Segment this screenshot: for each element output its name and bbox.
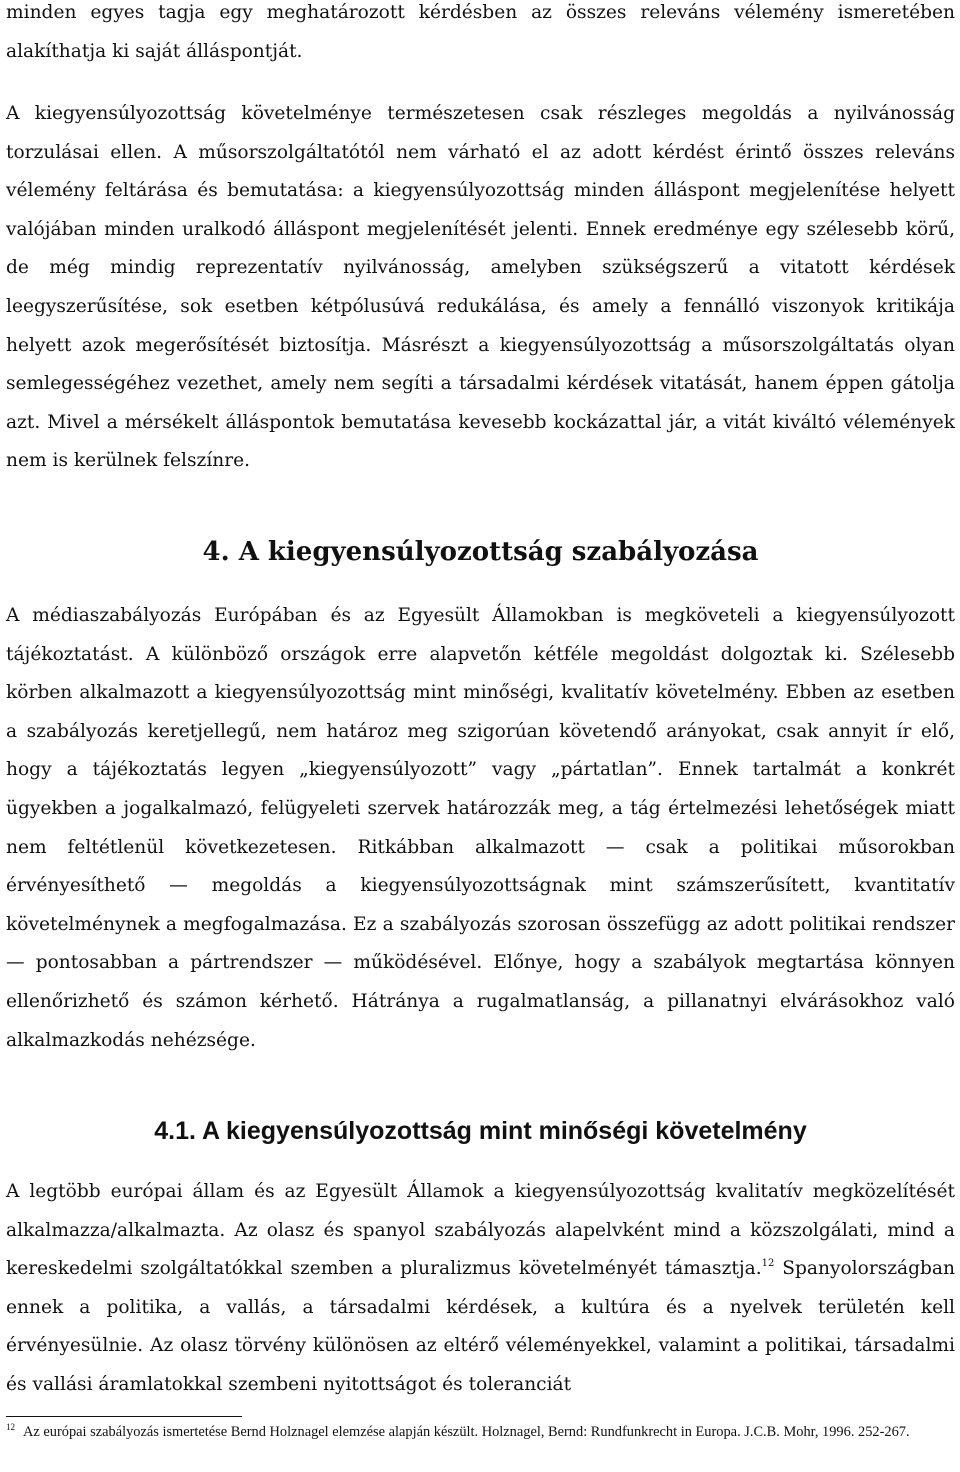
paragraph-2: A kiegyensúlyozottság követelménye természetesen csak részleges megoldás a nyilvánosság torzulásai ellen. A műsorszolgáltatótól nem várható el az adott kérdést érintő összes releváns vélemény feltárása és bemutatása: a kiegyensúlyozottság minden álláspont megjelenítése helyett valójában minden uralkodó álláspont megjelenítését jelenti. Ennek eredménye egy szélesebb körű, de még mindig reprezentatív nyilvánosság, amelyben szükségszerű a vitatott kérdések leegyszerűsítése, sok esetben kétpólusúvá redukálása, és amely a fennálló viszonyok kritikája helyett azok megerősítését biztosítja. Másrészt a kiegyensúlyozottság a műsorszolgáltatás olyan semlegességéhez vezethet, amely nem segíti a társadalmi kérdések vitatását, hanem éppen gátolja azt. Mivel a mérsékelt álláspontok bemutatása kevesebb kockázattal jár, a vitát kiváltó vélemények nem is kerülnek felszínre. (6, 103, 955, 472)
section-heading-4-1: 4.1. A kiegyensúlyozottság mint minőségi követelmény (154, 1117, 807, 1145)
footnote-text: Az európai szabályozás ismertetése Bernd Holznagel elemzése alapján készült. Holznagel, Bernd: Rundfunkrecht in Europa. J.C.B. Mohr, 1996. 252-267. (23, 1424, 910, 1440)
footnote-separator (6, 1416, 242, 1417)
paragraph-4-text-start: A legtöbb európai állam és az Egyesült Államok a kiegyensúlyozottság kvalitatív megközelítését alkalmazza/alkalmazta. Az olasz és spanyol szabályozás alapelvként mind a közszolgálati, mind a kereskedelmi szolgáltatókkal szemben a pluralizmus követelményét támasztja. (6, 1181, 955, 1280)
paragraph-4 (6, 1173, 955, 1405)
section-heading-4: 4. A kiegyensúlyozottság szabályozása (202, 537, 759, 567)
footnote-number: 12 (6, 1422, 15, 1432)
footnote (6, 1421, 955, 1443)
paragraph-3: A médiaszabályozás Európában és az Egyesült Államokban is megköveteli a kiegyensúlyozott tájékoztatást. A különböző országok erre alapvetőn kétféle megoldást dolgoztak ki. Szélesebb körben alkalmazott a kiegyensúlyozottság mint minőségi, kvalitatív követelmény. Ebben az esetben a szabályozás keretjellegű, nem határoz meg szigorúan követendő arányokat, csak annyit ír elő, hogy a tájékoztatás legyen „kiegyensúlyozott” vagy „pártatlan”. Ennek tartalmát a konkrét ügyekben a jogalkalmazó, felügyeleti szervek határozzák meg, a tág értelmezési lehetőségek miatt nem feltétlenül következetesen. Ritkábban alkalmazott — csak a politikai műsorokban érvényesíthető — megoldás a kiegyensúlyozottságnak mint számszerűsített, kvantitatív követelménynek a megfogalmazása. Ez a szabályozás szorosan összefügg az adott politikai rendszer — pontosabban a pártrendszer — működésével. Előnye, hogy a szabályok megtartása könnyen ellenőrizhető és számon kérhető. Hátránya a rugalmatlanság, a pillanatnyi elvárásokhoz való alkalmazkodás nehézsége. (6, 605, 955, 1051)
paragraph-4-text-end: Spanyolországban ennek a politika, a vallás, a társadalmi kérdések, a kultúra és a nyelvek területén kell érvényesülnie. Az olasz törvény különösen az eltérő véleményekkel, valamint a politikai, társadalmi és vallási áramlatokkal szembeni nyitottságot és toleranciát (6, 1258, 955, 1395)
paragraph-1: minden egyes tagja egy meghatározott kérdésben az összes releváns vélemény ismeretében alakíthatja ki saját álláspontját. (6, 2, 955, 62)
footnote-reference[interactable]: 12 (761, 1258, 775, 1270)
